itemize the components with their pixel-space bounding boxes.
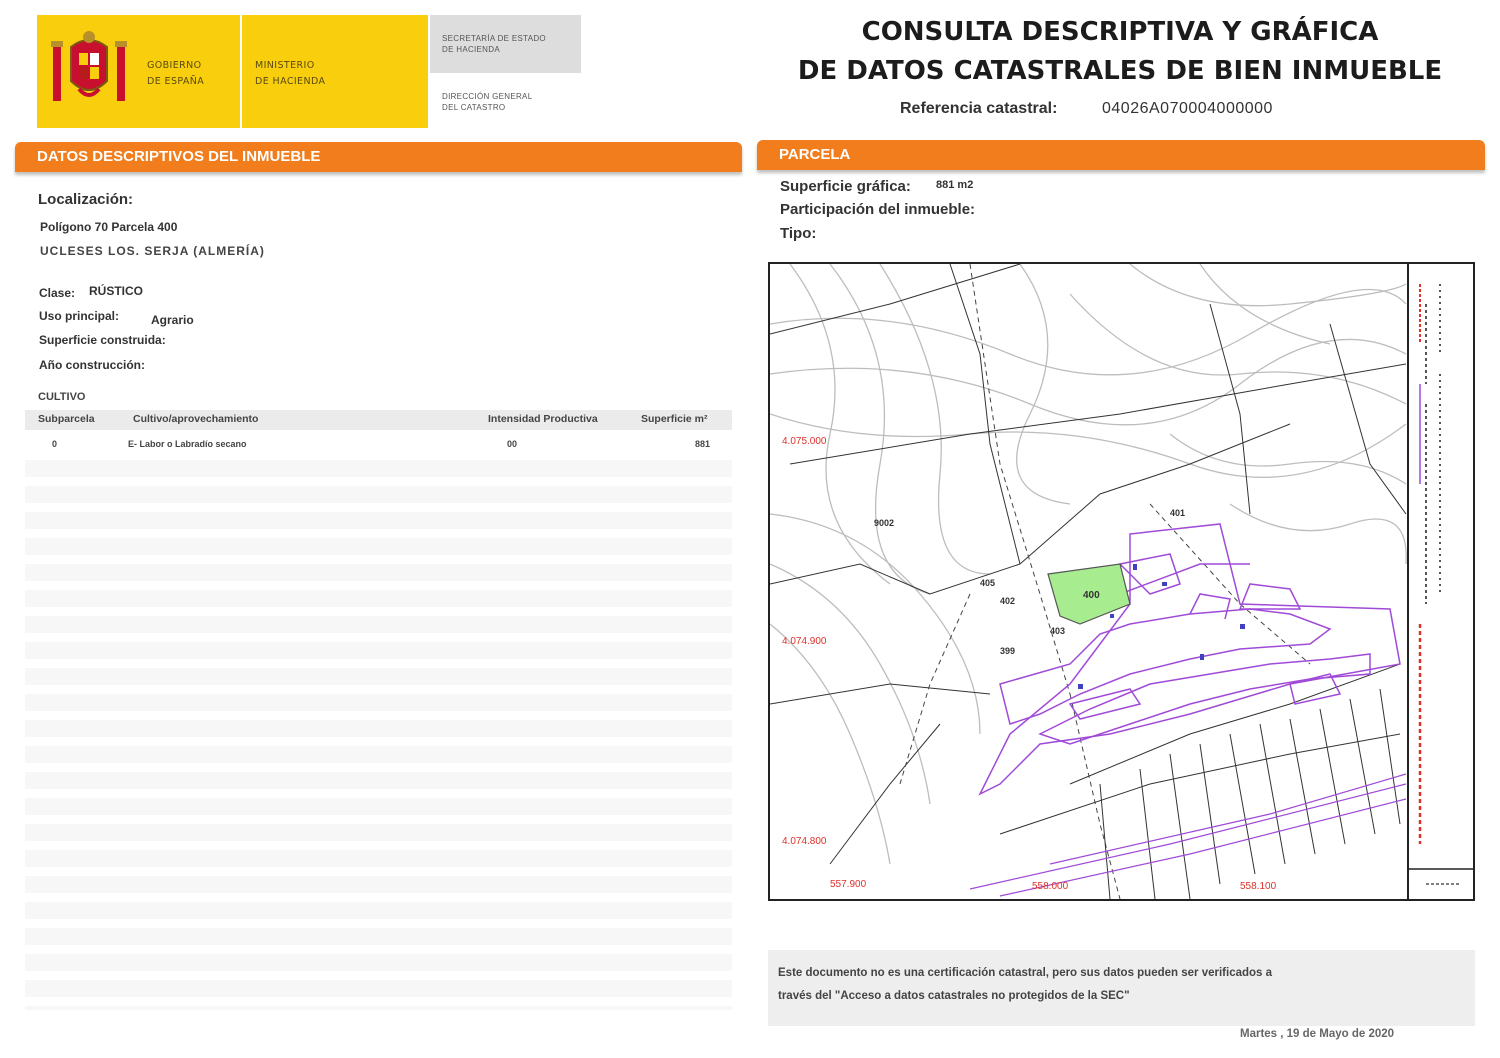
reference-label: Referencia catastral: bbox=[900, 100, 1058, 117]
map-label: 9002 bbox=[874, 518, 895, 528]
government-name: GOBIERNO DE ESPAÑA bbox=[147, 60, 205, 87]
superficie-grafica-label: Superficie gráfica: bbox=[780, 178, 911, 195]
cell-superficie: 881 bbox=[695, 439, 711, 449]
location-label: Localización: bbox=[38, 191, 134, 208]
document-date: Martes , 19 de Mayo de 2020 bbox=[1240, 1028, 1395, 1040]
map-label: 405 bbox=[980, 578, 996, 588]
tipo-label: Tipo: bbox=[780, 225, 817, 242]
clase-value: RÚSTICO bbox=[89, 284, 143, 298]
government-logo bbox=[37, 15, 428, 128]
disclaimer-notice: Este documento no es una certificación catastral, pero sus datos pueden ser verificados a través del "Acceso a datos catastrales no protegidos de la SEC" bbox=[768, 950, 1475, 1026]
coat-of-arms-icon bbox=[49, 29, 129, 113]
map-label: 399 bbox=[1000, 646, 1016, 656]
table-header bbox=[25, 410, 732, 430]
map-label: 403 bbox=[1050, 626, 1066, 636]
clase-label: Clase: bbox=[39, 286, 76, 300]
cultivo-table bbox=[25, 410, 732, 1010]
cultivo-label: CULTIVO bbox=[38, 391, 86, 403]
map-drawing bbox=[770, 264, 1473, 899]
map-coordinate: 558.000 bbox=[1032, 881, 1069, 892]
header-superficie: Superficie m² bbox=[641, 413, 708, 425]
empty-table-rows bbox=[25, 460, 732, 1010]
map-label: 402 bbox=[1000, 596, 1016, 606]
map-coordinate: 557.900 bbox=[830, 879, 867, 890]
cell-cultivo: E- Labor o Labradío secano bbox=[128, 439, 247, 449]
cadastral-map[interactable] bbox=[768, 262, 1475, 901]
map-coordinate: 4.074.800 bbox=[782, 836, 827, 847]
descriptive-panel bbox=[25, 180, 732, 1010]
cell-subparcela: 0 bbox=[52, 439, 58, 449]
participacion-label: Participación del inmueble: bbox=[780, 201, 976, 218]
header-subparcela: Subparcela bbox=[38, 413, 95, 425]
secretaria-text: SECRETARÍA DE ESTADO DE HACIENDA bbox=[442, 34, 546, 54]
header-cultivo: Cultivo/aprovechamiento bbox=[133, 413, 259, 425]
header-intensidad: Intensidad Productiva bbox=[488, 413, 598, 425]
map-coordinate: 558.100 bbox=[1240, 881, 1277, 892]
clase-row bbox=[39, 284, 143, 300]
superficie-grafica-value: 881 m2 bbox=[936, 179, 974, 191]
page-title: CONSULTA DESCRIPTIVA Y GRÁFICA DE DATOS CATASTRALES DE BIEN INMUEBLE bbox=[797, 17, 1443, 86]
map-coordinate: 4.074.900 bbox=[782, 636, 827, 647]
ano-label: Año construcción: bbox=[39, 358, 146, 372]
superficie-label: Superficie construida: bbox=[39, 333, 166, 347]
section-title-descriptive: DATOS DESCRIPTIVOS DEL INMUEBLE bbox=[15, 142, 742, 172]
section-title-parcel: PARCELA bbox=[757, 140, 1485, 170]
logo-divider bbox=[240, 15, 242, 128]
reference-value: 04026A070004000000 bbox=[1102, 100, 1273, 117]
map-label: 401 bbox=[1170, 508, 1186, 518]
ano-row bbox=[39, 358, 145, 372]
ministry-name: MINISTERIO DE HACIENDA bbox=[255, 60, 326, 87]
superficie-row bbox=[39, 333, 166, 347]
direccion-text: DIRECCIÓN GENERAL DEL CATASTRO bbox=[442, 92, 533, 112]
table-row bbox=[25, 436, 732, 454]
selected-parcel-label: 400 bbox=[1083, 590, 1100, 601]
map-coordinate: 4.075.000 bbox=[782, 436, 827, 447]
cell-intensidad: 00 bbox=[507, 439, 518, 449]
uso-row bbox=[39, 309, 194, 327]
secretaria-box bbox=[430, 15, 581, 73]
uso-value: Agrario bbox=[151, 313, 194, 327]
location-line-2: UCLESES LOS. SERJA (ALMERÍA) bbox=[40, 244, 265, 258]
uso-label: Uso principal: bbox=[39, 309, 120, 323]
location-line-1: Polígono 70 Parcela 400 bbox=[40, 220, 178, 234]
